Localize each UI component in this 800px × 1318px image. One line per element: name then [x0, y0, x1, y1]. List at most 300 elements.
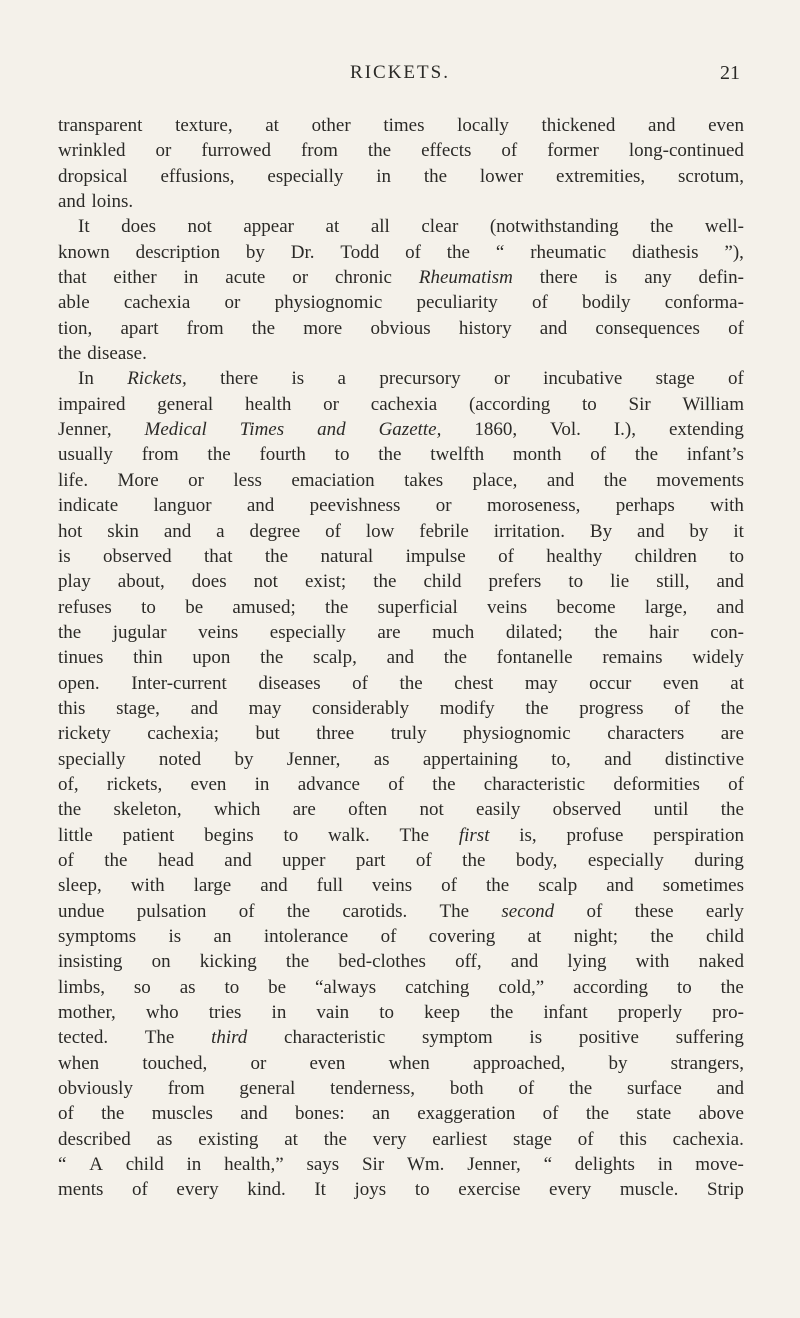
word: rickets,: [106, 773, 163, 795]
word: cachexia: [123, 292, 191, 314]
word: health,”: [224, 1154, 284, 1176]
word: the: [443, 647, 467, 669]
word: of: [728, 317, 744, 339]
word: kicking: [199, 951, 257, 973]
word: to,: [551, 748, 571, 770]
word: low: [365, 520, 395, 542]
word: in: [254, 773, 270, 795]
word: the: [462, 849, 486, 871]
word: of: [388, 773, 405, 795]
word: this: [619, 1128, 647, 1150]
word: carotids.: [342, 900, 408, 922]
word: earliest: [432, 1128, 488, 1150]
word: of: [131, 1179, 148, 1201]
word: the: [650, 216, 674, 238]
word: a: [216, 520, 225, 542]
word: any: [644, 267, 672, 289]
word: or: [250, 1052, 267, 1074]
word: diseases: [258, 672, 321, 694]
word: pro-: [712, 1002, 744, 1024]
word: as: [179, 976, 196, 998]
word: stage,: [116, 697, 160, 719]
word: lie: [610, 571, 630, 593]
word: of,: [58, 773, 79, 795]
word: of: [590, 444, 607, 466]
word: extremities,: [556, 165, 646, 187]
word: and: [510, 951, 539, 973]
word: early: [705, 900, 744, 922]
word: specially: [58, 748, 126, 770]
word: clear: [421, 216, 459, 238]
text-line: [58, 265, 744, 290]
word: when: [58, 1052, 100, 1074]
word: movements: [656, 469, 744, 491]
word: these: [634, 900, 674, 922]
word: and: [317, 419, 346, 441]
word: properly: [617, 1002, 683, 1024]
word: “: [543, 1154, 552, 1176]
word: by: [689, 520, 709, 542]
word: and: [606, 875, 634, 897]
word: tion,: [58, 317, 93, 339]
word: a: [337, 368, 346, 390]
word: veins: [487, 596, 528, 618]
word: in: [183, 267, 199, 289]
word: large,: [644, 596, 688, 618]
text-line: [58, 544, 744, 569]
body-text: [58, 113, 744, 1203]
word: of: [238, 900, 255, 922]
page-number: 21: [720, 62, 740, 84]
word: of: [674, 697, 691, 719]
word: cachexia.: [672, 1128, 744, 1150]
word: peculiarity: [416, 292, 498, 314]
word: history: [458, 317, 512, 339]
word: exercise: [458, 1179, 521, 1201]
word: of: [501, 140, 518, 162]
text-line: [58, 1152, 744, 1177]
word: in: [376, 165, 391, 187]
word: the: [58, 621, 82, 643]
word: and: [716, 596, 744, 618]
word: the: [432, 773, 456, 795]
word: three: [316, 723, 355, 745]
word: naked: [698, 951, 744, 973]
word: when: [388, 1052, 430, 1074]
word: texture,: [175, 115, 233, 136]
word: and: [224, 849, 252, 871]
word: tries: [208, 1002, 242, 1024]
word: scalp: [538, 875, 578, 897]
word: wrinkled: [58, 140, 126, 162]
word: either: [113, 267, 157, 289]
word: the: [423, 165, 448, 187]
word: the: [603, 469, 627, 491]
word: month: [512, 444, 562, 466]
word: is: [168, 926, 182, 947]
word: the: [399, 672, 423, 694]
word: is: [291, 368, 305, 390]
word: infant: [543, 1002, 588, 1024]
word: obviously: [58, 1078, 133, 1100]
word: at: [730, 672, 744, 694]
word: jugular: [112, 621, 167, 643]
word: profuse: [566, 824, 624, 846]
word: the: [568, 1078, 593, 1100]
word: bodily: [582, 292, 631, 314]
word: an: [371, 1103, 390, 1125]
word: that: [204, 545, 233, 567]
word: the: [378, 444, 402, 466]
word: appear: [243, 216, 294, 238]
word: part: [355, 849, 386, 871]
word: of: [518, 1078, 535, 1100]
text-line: [58, 899, 744, 924]
word: I.),: [613, 419, 636, 441]
word: chronic: [334, 267, 392, 289]
word: takes: [404, 469, 444, 491]
word: or: [435, 495, 452, 517]
word: much: [432, 621, 475, 643]
word: sometimes: [662, 875, 744, 897]
word: of: [405, 241, 421, 263]
word: irritation.: [493, 520, 565, 542]
word: as: [373, 748, 390, 770]
text-line: [58, 442, 744, 467]
text-line: [58, 645, 744, 670]
text-line: [58, 316, 744, 341]
word: not: [253, 571, 278, 593]
word: is: [604, 267, 618, 289]
word: to: [334, 444, 350, 466]
word: Rickets,: [127, 368, 187, 390]
word: lower: [479, 165, 524, 187]
word: that: [58, 267, 87, 289]
word: may: [524, 672, 558, 694]
word: Rheumatism: [418, 267, 513, 289]
word: skeleton,: [113, 799, 182, 821]
text-line: [58, 823, 744, 848]
word: defin-: [698, 267, 744, 289]
word: and: [260, 875, 288, 897]
word: hot: [58, 520, 83, 542]
word: ”),: [724, 241, 744, 263]
word: Vol.: [550, 419, 581, 441]
word: little: [58, 824, 93, 846]
word: muscles: [151, 1103, 213, 1125]
word: physiognomic: [274, 292, 383, 314]
word: the: [634, 444, 659, 466]
word: widely: [692, 647, 744, 669]
word: open.: [58, 672, 100, 694]
word: of: [415, 849, 432, 871]
word: easily: [476, 799, 521, 821]
word: vain: [316, 1002, 350, 1024]
word: healthy: [546, 545, 603, 567]
word: from: [141, 444, 179, 466]
word: noted: [158, 748, 202, 770]
word: conforma-: [664, 292, 744, 314]
word: from: [186, 317, 224, 339]
word: patient: [122, 824, 175, 846]
word: about,: [117, 571, 165, 593]
word: to: [224, 976, 240, 998]
text-line: [58, 189, 744, 214]
word: of: [586, 900, 603, 922]
word: Strip: [706, 1179, 744, 1201]
text-line: [58, 848, 744, 873]
word: the: [207, 444, 231, 466]
word: or: [188, 469, 204, 491]
word: keep: [424, 1002, 460, 1024]
word: and: [240, 1103, 268, 1125]
word: the: [720, 697, 744, 719]
word: exist;: [304, 571, 347, 593]
word: characteristic: [284, 1027, 386, 1049]
word: veins: [198, 621, 239, 643]
word: A: [89, 1154, 103, 1176]
word: head: [157, 849, 194, 871]
word: transparent: [58, 115, 143, 136]
word: of: [498, 545, 514, 567]
word: or: [292, 267, 309, 289]
word: diathesis: [632, 241, 699, 263]
word: lying: [567, 951, 607, 973]
word: become: [556, 596, 616, 618]
word: the: [373, 571, 397, 593]
word: bed-clothes: [338, 951, 426, 973]
word: walk.: [328, 824, 370, 846]
word: Inter-current: [131, 672, 227, 694]
word: (according: [468, 393, 551, 415]
word: “: [58, 1154, 67, 1176]
word: and: [246, 495, 275, 517]
text-line: [58, 1177, 744, 1202]
text-line: [58, 747, 744, 772]
word: advance: [297, 773, 360, 795]
word: degree: [249, 520, 301, 542]
word: in: [271, 1002, 287, 1024]
word: natural: [320, 545, 374, 567]
word: and: [190, 697, 218, 719]
text-line: [58, 113, 744, 138]
word: symptom: [421, 1027, 493, 1049]
word: full: [316, 875, 344, 897]
word: with: [710, 495, 744, 517]
word: off,: [455, 951, 482, 973]
word: first: [458, 824, 490, 846]
word: but: [255, 723, 280, 745]
word: the: [58, 799, 82, 821]
word: infant’s: [686, 444, 744, 466]
word: of: [380, 926, 397, 947]
text-line: [58, 721, 744, 746]
word: is: [529, 1027, 543, 1049]
word: perspiration: [653, 824, 744, 846]
word: by: [608, 1052, 628, 1074]
word: hair: [649, 621, 679, 643]
word: tected.: [58, 1027, 109, 1049]
word: all: [370, 216, 390, 238]
word: often: [348, 799, 388, 821]
word: of: [352, 672, 368, 694]
word: the: [251, 317, 276, 339]
word: to: [141, 596, 156, 618]
text-line: [58, 696, 744, 721]
word: the: [285, 951, 310, 973]
word: incubative: [543, 368, 623, 390]
word: emaciation: [291, 469, 375, 491]
word: place,: [472, 469, 518, 491]
word: observed: [103, 545, 172, 567]
word: does: [191, 571, 227, 593]
word: especially: [587, 849, 664, 871]
word: of: [728, 368, 744, 390]
word: impaired: [58, 393, 126, 415]
word: every: [176, 1179, 219, 1201]
word: which: [213, 799, 261, 821]
word: scrotum,: [678, 165, 744, 187]
word: the: [720, 799, 744, 821]
word: from: [167, 1078, 205, 1100]
word: twelfth: [430, 444, 485, 466]
word: as: [156, 1128, 173, 1150]
word: or: [493, 368, 510, 390]
word: and: [637, 520, 665, 542]
word: kind.: [247, 1179, 286, 1201]
word: at: [325, 216, 340, 238]
text-line: [58, 569, 744, 594]
word: the: [286, 900, 311, 922]
word: general: [239, 1078, 296, 1100]
word: catching: [405, 976, 470, 998]
word: Dr.: [290, 241, 315, 263]
word: or: [155, 140, 172, 162]
word: extending: [668, 419, 744, 441]
word: Todd: [340, 241, 380, 263]
word: intolerance: [263, 926, 349, 947]
word: delights: [574, 1154, 635, 1176]
word: with: [635, 951, 670, 973]
word: the: [485, 875, 510, 897]
word: night;: [573, 926, 619, 947]
word: In: [78, 368, 94, 390]
word: or: [224, 292, 241, 314]
word: observed: [552, 799, 622, 821]
word: even: [190, 773, 227, 795]
word: are: [292, 799, 316, 821]
word: to: [676, 976, 692, 998]
word: other: [311, 115, 351, 136]
word: surface: [626, 1078, 682, 1100]
word: Jenner,: [286, 748, 341, 770]
word: so: [133, 976, 151, 998]
word: impulse: [405, 545, 466, 567]
text-line: [58, 1025, 744, 1050]
word: chest: [454, 672, 494, 694]
word: even: [309, 1052, 346, 1074]
word: and: [716, 571, 744, 593]
word: scalp,: [313, 647, 357, 669]
running-title: RICKETS.: [350, 62, 450, 83]
word: “always: [314, 976, 377, 998]
word: and: [163, 520, 192, 542]
word: cachexia: [370, 393, 438, 415]
word: By: [589, 520, 613, 542]
word: limbs,: [58, 976, 105, 998]
word: mother,: [58, 1002, 116, 1024]
word: general: [157, 393, 214, 415]
word: disease.: [87, 343, 147, 365]
word: or: [323, 393, 339, 415]
word: the: [260, 647, 284, 669]
word: even: [662, 672, 699, 694]
word: by: [234, 748, 254, 770]
word: cold,”: [498, 976, 545, 998]
word: moroseness,: [486, 495, 581, 517]
word: The: [144, 1027, 175, 1049]
word: the: [58, 343, 82, 365]
text-line: [58, 1000, 744, 1025]
word: precursory: [379, 368, 461, 390]
word: to: [729, 545, 744, 567]
word: move-: [695, 1154, 744, 1176]
word: to: [581, 393, 597, 415]
word: above: [698, 1103, 744, 1125]
word: veins: [372, 875, 413, 897]
word: the: [446, 241, 470, 263]
text-line: [58, 873, 744, 898]
word: consequences: [595, 317, 700, 339]
word: on: [151, 951, 171, 973]
word: The: [399, 824, 430, 846]
word: both: [449, 1078, 484, 1100]
word: “: [495, 241, 505, 263]
text-line: [58, 366, 744, 391]
word: may: [248, 697, 282, 719]
word: to: [379, 1002, 395, 1024]
word: body,: [515, 849, 558, 871]
word: deformities: [613, 773, 700, 795]
word: pulsation: [136, 900, 207, 922]
word: rickety: [58, 723, 111, 745]
word: child: [705, 926, 744, 947]
word: acute: [225, 267, 266, 289]
text-line: [58, 290, 744, 315]
word: The: [439, 900, 470, 922]
word: amused;: [232, 596, 296, 618]
word: Sir: [628, 393, 651, 415]
word: It: [314, 1179, 326, 1201]
word: sleep,: [58, 875, 102, 897]
word: positive: [578, 1027, 639, 1049]
word: It: [78, 216, 90, 238]
word: Jenner,: [467, 1154, 521, 1176]
word: (notwithstanding: [489, 216, 619, 238]
word: symptoms: [58, 926, 137, 947]
word: there: [220, 368, 259, 390]
word: the: [490, 1002, 514, 1024]
word: tenderness,: [330, 1078, 416, 1100]
word: times: [383, 115, 425, 136]
word: cachexia;: [147, 723, 219, 745]
running-head: [60, 62, 740, 88]
word: distinctive: [664, 748, 744, 770]
word: it: [733, 520, 744, 542]
text-line: [58, 924, 744, 949]
word: even: [708, 115, 744, 136]
word: superficial: [377, 596, 458, 618]
